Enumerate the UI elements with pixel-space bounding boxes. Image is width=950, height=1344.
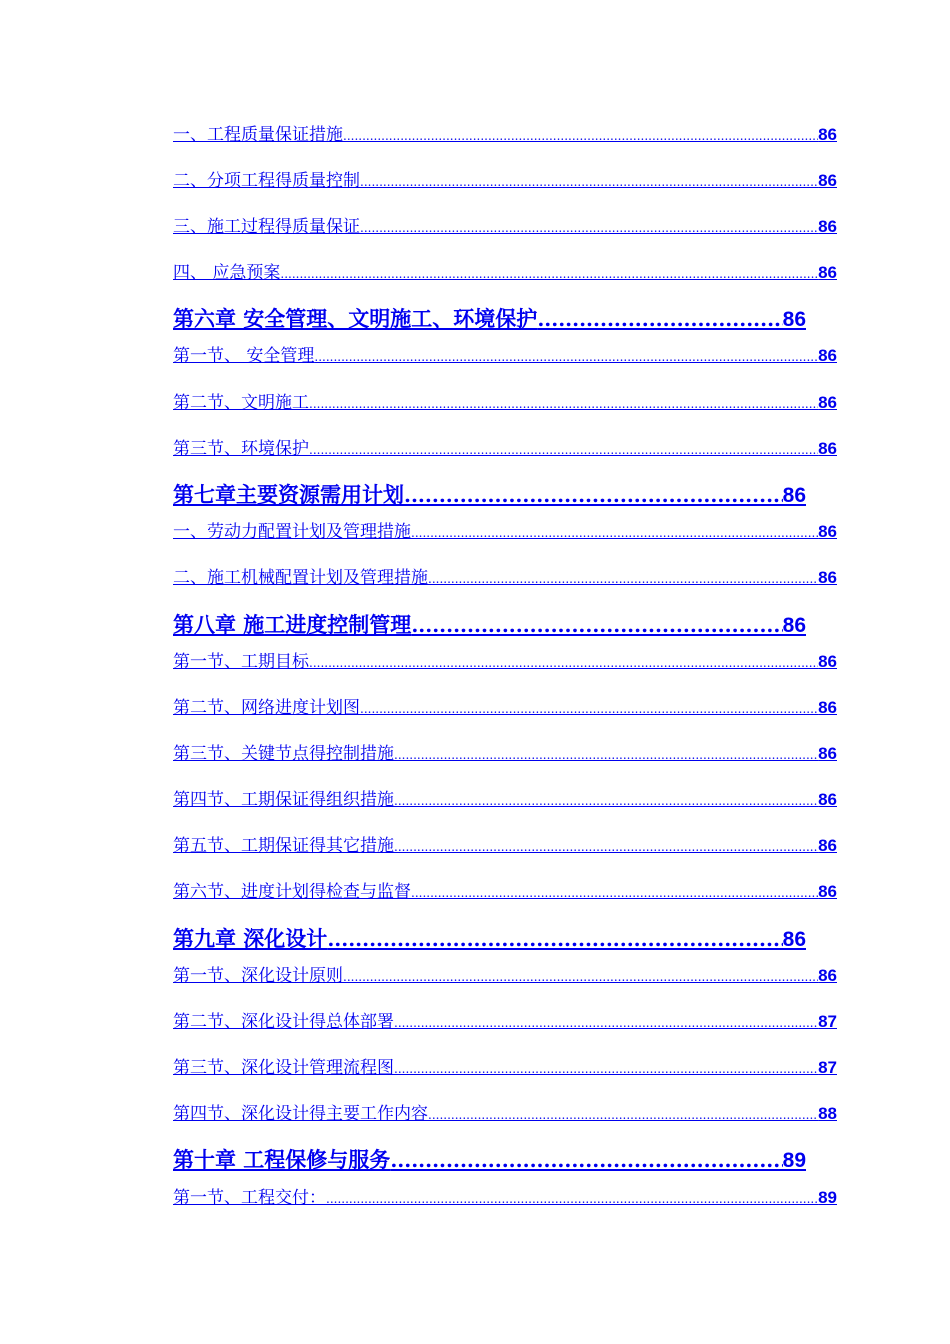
- toc-entry[interactable]: [173, 1103, 837, 1125]
- leader-dots: [394, 789, 818, 811]
- toc-chapter-label: 第九章 深化设计: [173, 926, 328, 951]
- leader-dots: [314, 345, 818, 367]
- toc-entry[interactable]: [173, 1011, 837, 1033]
- toc-entry-page: 87: [818, 1058, 837, 1077]
- leader-dots: [411, 521, 818, 543]
- toc-entry-page: 87: [818, 1012, 837, 1031]
- leader-dots: [360, 697, 818, 719]
- toc-chapter[interactable]: [173, 611, 806, 639]
- leader-dots: [360, 216, 818, 238]
- toc-entry-label: 一、工程质量保证措施: [173, 125, 343, 145]
- toc-entry-page: 86: [818, 439, 837, 458]
- leader-dots: [280, 262, 818, 284]
- toc-chapter-page: 86: [782, 308, 806, 331]
- toc-entry-label: 第四节、工期保证得组织措施: [173, 790, 394, 810]
- toc-entry-label: 第三节、关键节点得控制措施: [173, 744, 394, 764]
- toc-entry-page: 86: [818, 882, 837, 901]
- leader-dots: [537, 305, 782, 333]
- toc-chapter-page: 86: [782, 484, 806, 507]
- toc-entry[interactable]: [173, 1057, 837, 1079]
- toc-chapter-page: 86: [782, 614, 806, 637]
- toc-entry-label: 第二节、深化设计得总体部署: [173, 1012, 394, 1032]
- toc-chapter-page: 89: [782, 1149, 806, 1172]
- toc-entry-label: 第一节、工程交付：: [173, 1188, 326, 1208]
- toc-entry-label: 第二节、网络进度计划图: [173, 698, 360, 718]
- toc-chapter[interactable]: [173, 1146, 806, 1174]
- toc-entry-page: 86: [818, 744, 837, 763]
- toc-entry-label: 第一节、工期目标: [173, 652, 309, 672]
- leader-dots: [404, 481, 783, 509]
- toc-entry-label: 第二节、文明施工: [173, 393, 309, 413]
- toc-entry[interactable]: [173, 521, 837, 543]
- toc-entry[interactable]: [173, 345, 837, 367]
- toc-entry-label: 一、劳动力配置计划及管理措施: [173, 522, 411, 542]
- toc-entry-page: 86: [818, 125, 837, 144]
- toc-entry[interactable]: [173, 965, 837, 987]
- toc-entry[interactable]: [173, 651, 837, 673]
- toc-entry-page: 86: [818, 652, 837, 671]
- toc-entry-page: 86: [818, 522, 837, 541]
- toc-chapter-page: 86: [782, 928, 806, 951]
- leader-dots: [428, 567, 818, 589]
- leader-dots: [428, 1103, 818, 1125]
- toc-entry-label: 二、施工机械配置计划及管理措施: [173, 568, 428, 588]
- toc-entry[interactable]: [173, 438, 837, 460]
- toc-entry-page: 86: [818, 966, 837, 985]
- toc-chapter-label: 第七章主要资源需用计划: [173, 482, 404, 507]
- toc-entry-label: 第一节、深化设计原则: [173, 966, 343, 986]
- toc-entry-page: 86: [818, 393, 837, 412]
- toc-entry[interactable]: [173, 216, 837, 238]
- toc-entry-page: 88: [818, 1104, 837, 1123]
- toc-entry-label: 三、施工过程得质量保证: [173, 217, 360, 237]
- toc-entry-label: 第五节、工期保证得其它措施: [173, 836, 394, 856]
- toc-entry-page: 89: [818, 1188, 837, 1207]
- leader-dots: [411, 881, 818, 903]
- leader-dots: [390, 1146, 782, 1174]
- toc-entry-label: 第三节、深化设计管理流程图: [173, 1058, 394, 1078]
- toc-chapter-label: 第八章 施工进度控制管理: [173, 612, 412, 637]
- toc-entry[interactable]: [173, 567, 837, 589]
- leader-dots: [343, 124, 818, 146]
- toc-entry-label: 第一节、 安全管理: [173, 346, 315, 366]
- toc-entry-page: 86: [818, 836, 837, 855]
- toc-entry[interactable]: [173, 124, 837, 146]
- toc-entry[interactable]: [173, 789, 837, 811]
- leader-dots: [327, 925, 782, 953]
- toc-entry[interactable]: [173, 392, 837, 414]
- leader-dots: [343, 965, 818, 987]
- toc-entry-label: 第四节、深化设计得主要工作内容: [173, 1104, 428, 1124]
- leader-dots: [326, 1187, 818, 1209]
- toc-entry[interactable]: [173, 170, 837, 192]
- leader-dots: [309, 651, 818, 673]
- toc-entry[interactable]: [173, 881, 837, 903]
- toc-chapter[interactable]: [173, 481, 806, 509]
- toc-entry-page: 86: [818, 263, 837, 282]
- toc-chapter-label: 第六章 安全管理、文明施工、环境保护: [173, 306, 538, 331]
- toc-entry-page: 86: [818, 346, 837, 365]
- toc-entry[interactable]: [173, 743, 837, 765]
- toc-entry-label: 四、 应急预案: [173, 263, 281, 283]
- toc-entry[interactable]: [173, 1187, 837, 1209]
- leader-dots: [411, 611, 782, 639]
- toc-entry-label: 二、分项工程得质量控制: [173, 171, 360, 191]
- leader-dots: [360, 170, 818, 192]
- leader-dots: [394, 835, 818, 857]
- toc-entry-page: 86: [818, 698, 837, 717]
- toc-entry[interactable]: [173, 697, 837, 719]
- toc-entry-page: 86: [818, 568, 837, 587]
- toc-chapter-label: 第十章 工程保修与服务: [173, 1147, 391, 1172]
- leader-dots: [309, 438, 818, 460]
- leader-dots: [394, 743, 818, 765]
- toc-entry[interactable]: [173, 262, 837, 284]
- toc-entry[interactable]: [173, 835, 837, 857]
- toc-entry-page: 86: [818, 171, 837, 190]
- leader-dots: [394, 1011, 818, 1033]
- toc-entry-page: 86: [818, 790, 837, 809]
- toc-chapter[interactable]: [173, 925, 806, 953]
- toc-entry-label: 第六节、进度计划得检查与监督: [173, 882, 411, 902]
- toc-chapter[interactable]: [173, 305, 806, 333]
- toc-entry-page: 86: [818, 217, 837, 236]
- toc-entry-label: 第三节、环境保护: [173, 439, 309, 459]
- leader-dots: [309, 392, 818, 414]
- leader-dots: [394, 1057, 818, 1079]
